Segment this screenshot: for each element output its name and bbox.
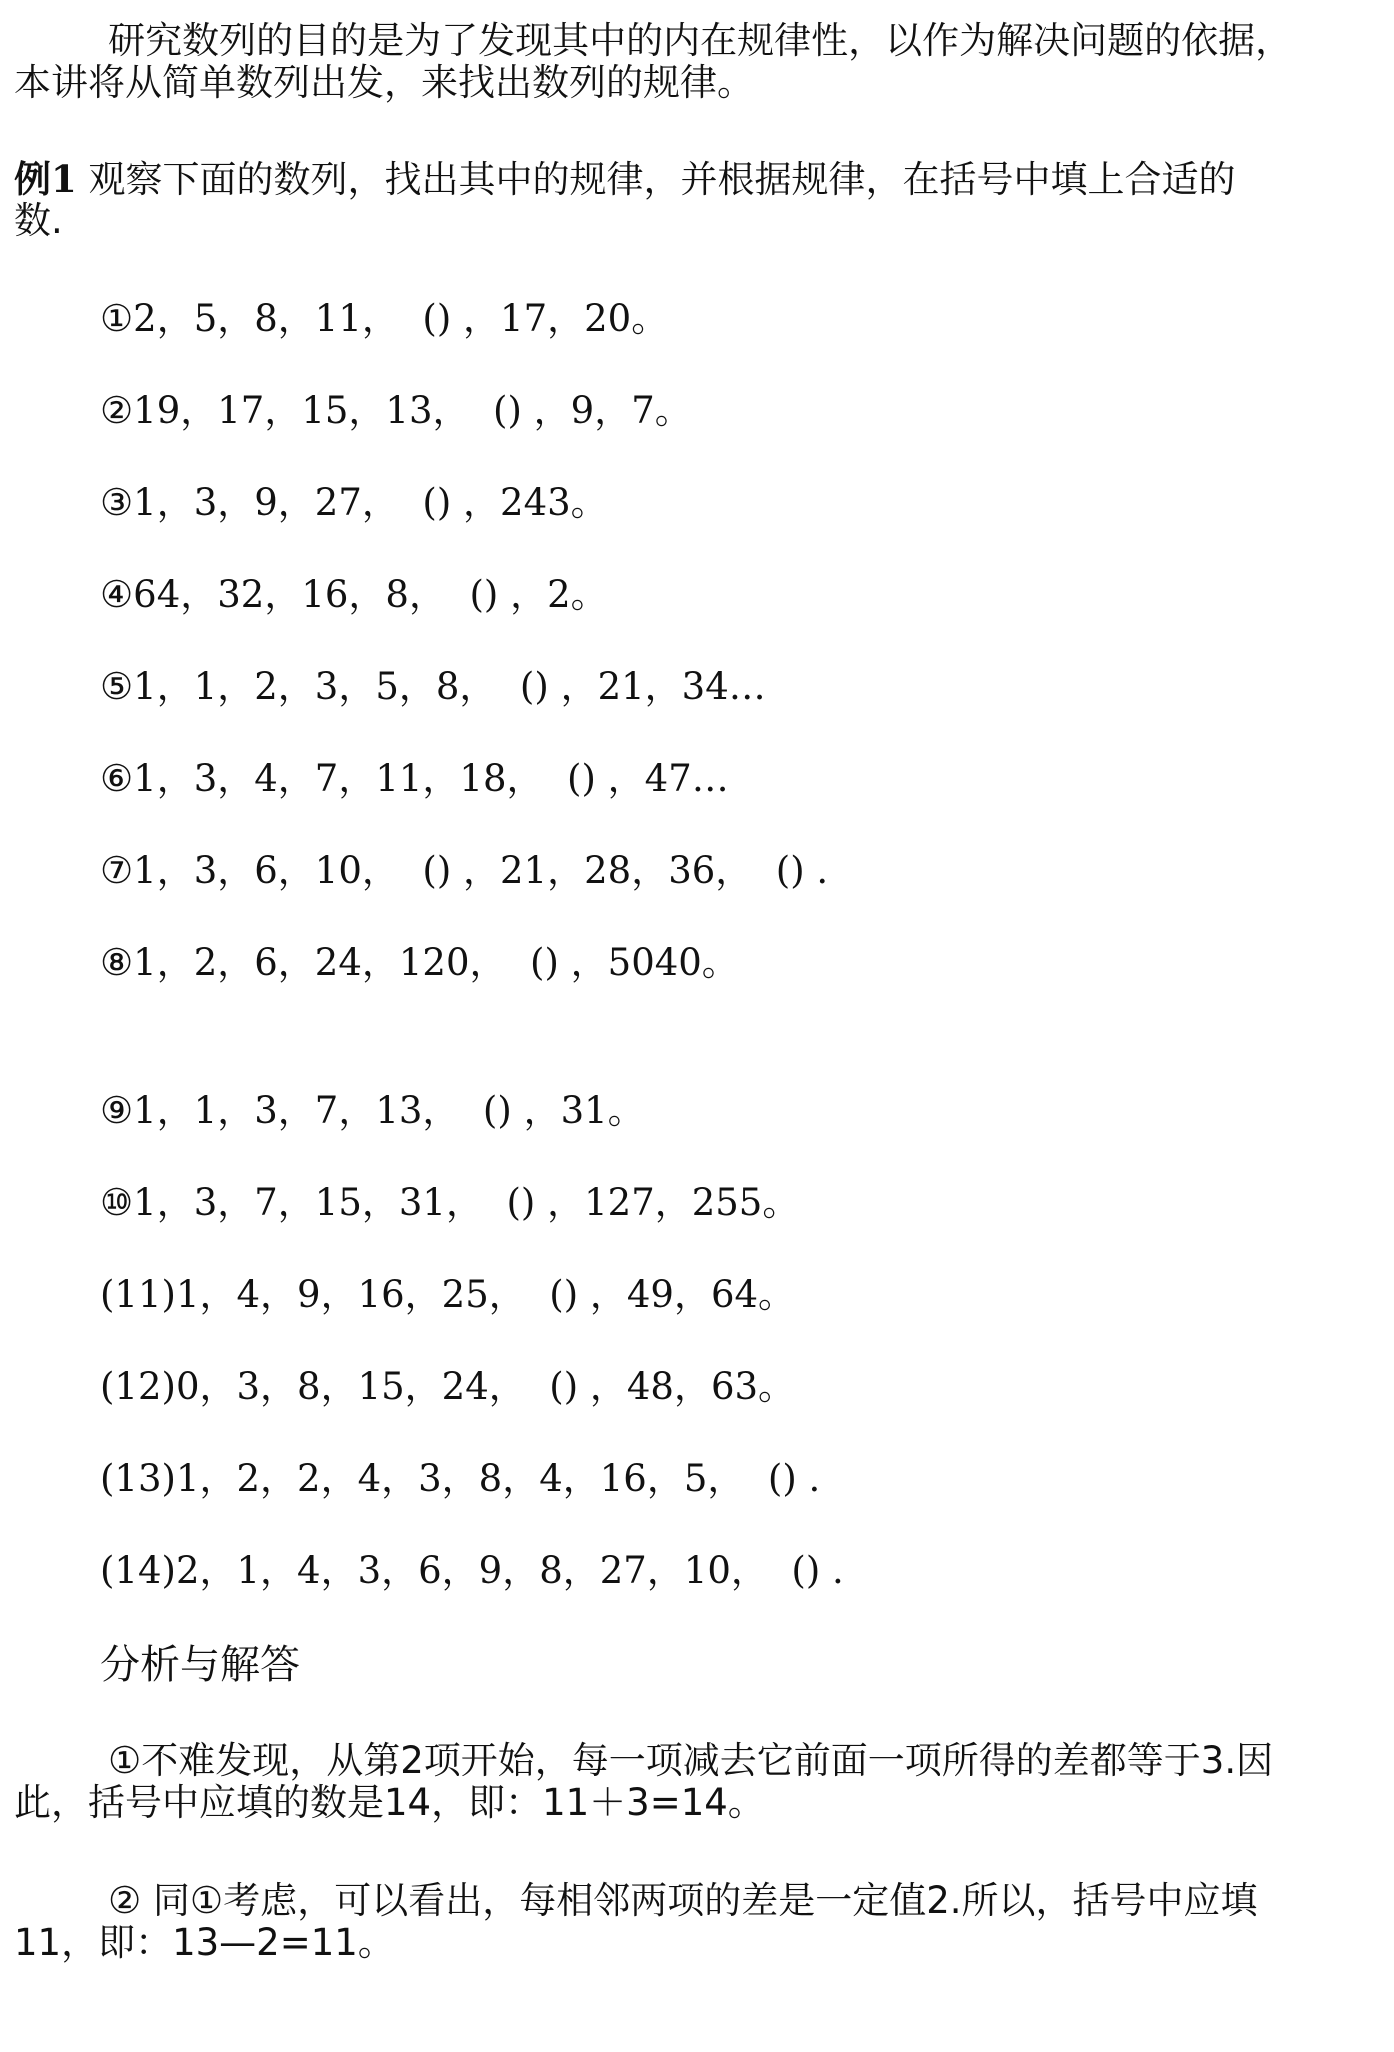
sequence-8: ⑧1，2，6，24，120， () ，5040。 — [100, 941, 739, 984]
answer-1-line-1: ①不难发现，从第2项开始，每一项减去它前面一项所得的差都等于3.因 — [14, 1739, 1274, 1782]
sequence-11: (11)1，4，9，16，25， () ，49，64。 — [100, 1273, 796, 1316]
sequence-5: ⑤1，1，2，3，5，8， () ，21，34… — [100, 665, 766, 708]
sequence-7: ⑦1，3，6，10， () ，21，28，36， () . — [100, 849, 829, 892]
example1-line-1 — [14, 158, 1374, 201]
answer-2-line-1: ② 同①考虑，可以看出，每相邻两项的差是一定值2.所以，括号中应填 — [14, 1879, 1258, 1922]
answer-1-line-2: 此，括号中应填的数是14，即：11＋3=14。 — [14, 1781, 765, 1824]
analysis-heading: 分析与解答 — [100, 1642, 300, 1688]
sequence-9: ⑨1，1，3，7，13， () ，31。 — [100, 1089, 645, 1132]
example1-text: 观察下面的数列，找出其中的规律，并根据规律，在括号中填上合适的 — [76, 158, 1236, 201]
sequence-1: ①2，5，8，11， () ，17，20。 — [100, 297, 669, 340]
intro-line-1: 研究数列的目的是为了发现其中的内在规律性，以作为解决问题的依据， — [14, 19, 1293, 62]
answer-2-line-2: 11，即：13—2=11。 — [14, 1921, 395, 1964]
sequence-12: (12)0，3，8，15，24， () ，48，63。 — [100, 1365, 796, 1408]
sequence-3: ③1，3，9，27， () ，243。 — [100, 481, 608, 524]
example1-label: 例1 — [14, 157, 77, 201]
sequence-2: ②19，17，15，13， () ，9，7。 — [100, 389, 692, 432]
example1-line-2: 数. — [14, 199, 63, 242]
sequence-10: ⑩1，3，7，15，31， () ，127，255。 — [100, 1181, 800, 1224]
sequence-4: ④64，32，16，8， () ，2。 — [100, 573, 608, 616]
sequence-13: (13)1，2，2，4，3，8，4，16，5， () . — [100, 1457, 821, 1500]
sequence-6: ⑥1，3，4，7，11，18， () ，47… — [100, 757, 729, 800]
sequence-14: (14)2，1，4，3，6，9，8，27，10， () . — [100, 1549, 844, 1592]
intro-line-2: 本讲将从简单数列出发，来找出数列的规律。 — [14, 61, 754, 104]
